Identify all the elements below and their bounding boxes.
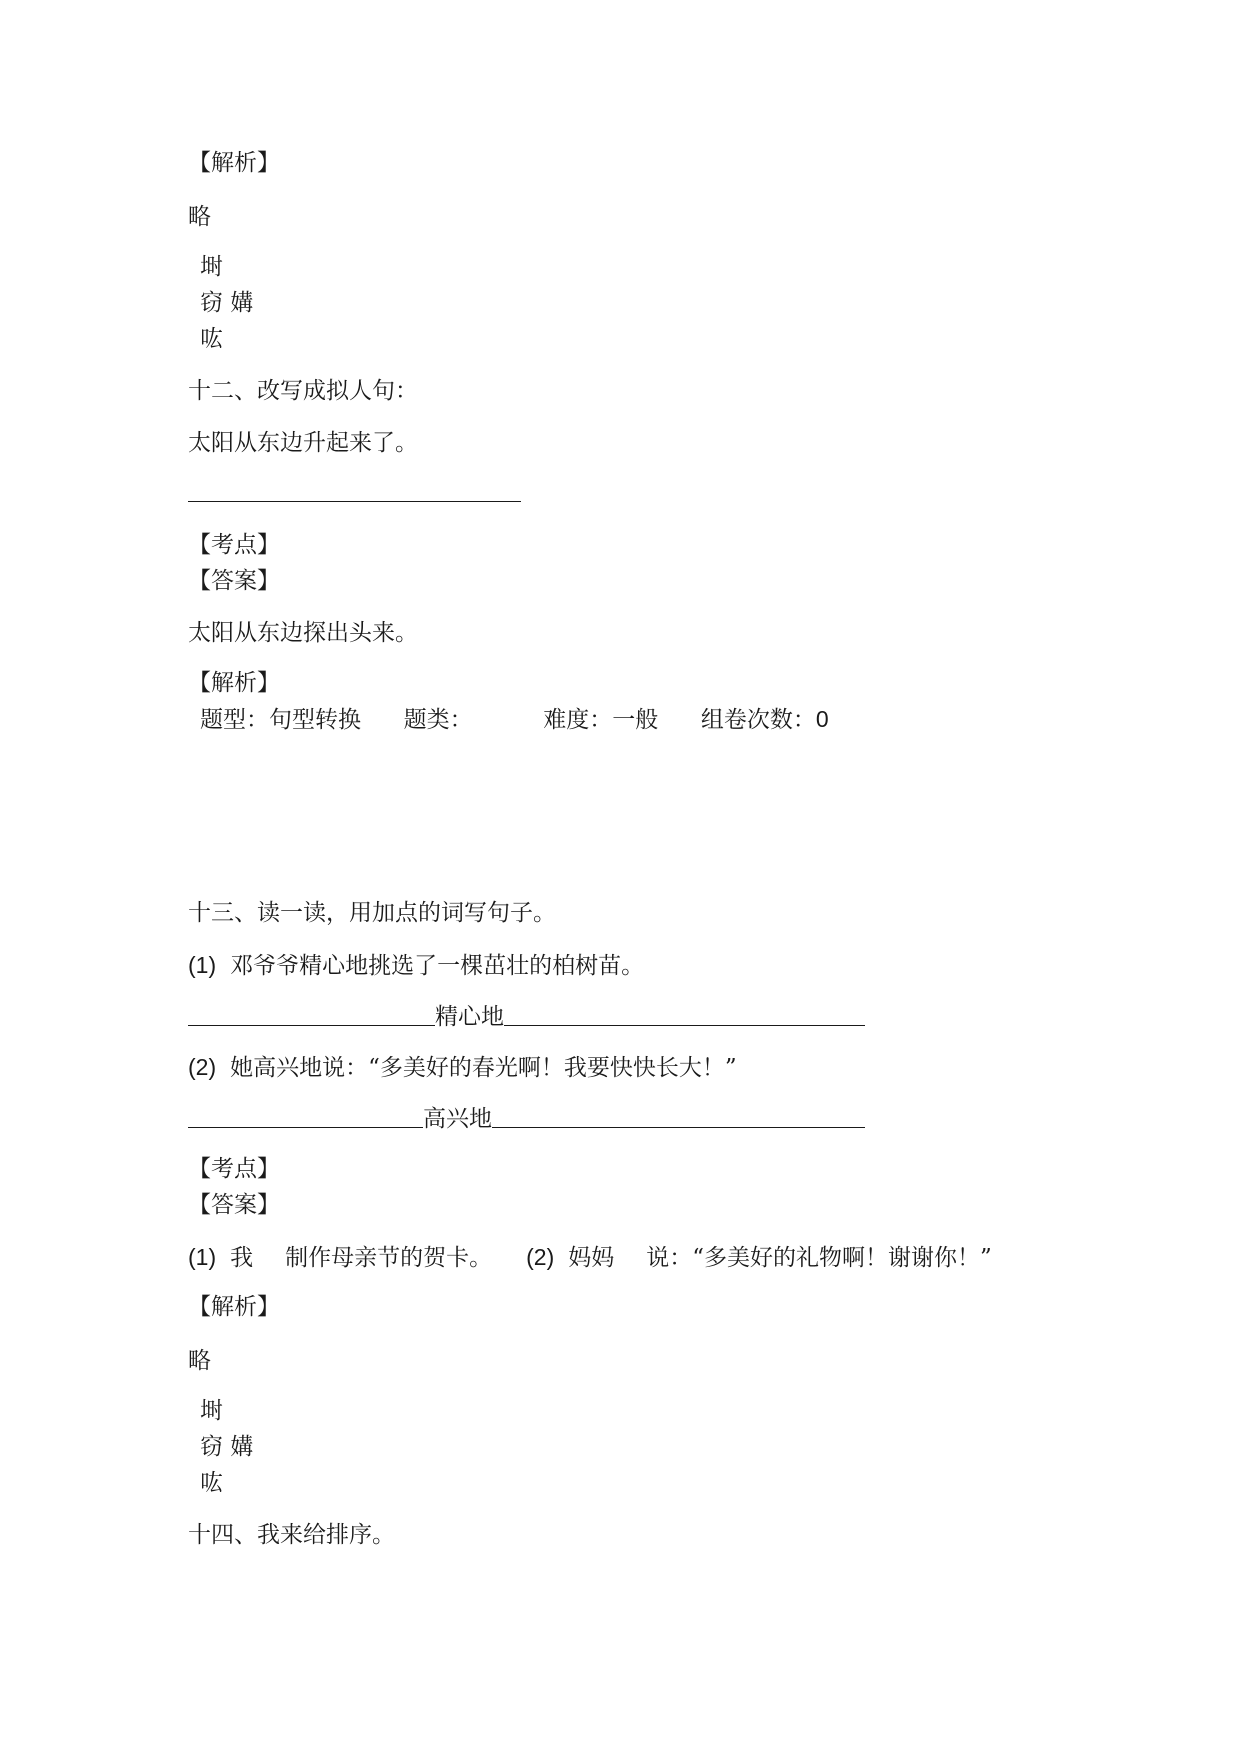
analysis-label: 【解析】: [188, 1294, 280, 1320]
item-number: (1): [188, 952, 217, 978]
fill-blank-row-2: [188, 1104, 865, 1134]
item-number: (2): [188, 1054, 217, 1080]
kaodian-label: 【考点】: [188, 532, 280, 558]
analysis-text: 略: [188, 204, 211, 230]
answer-text: [188, 1242, 992, 1273]
type-label: 题型：: [200, 707, 269, 733]
question-12-title: 十二、改写成拟人句：: [188, 378, 418, 404]
stray-char-line: 窃 媾: [200, 290, 254, 316]
blank-after[interactable]: [504, 1003, 865, 1026]
item-text: 邓爷爷精心地挑选了一棵茁壮的柏树苗。: [230, 953, 645, 979]
analysis-label: 【解析】: [188, 150, 280, 176]
stray-char-line: 窃 媾: [200, 1434, 254, 1460]
answer-label: 【答案】: [188, 1192, 280, 1218]
question-meta: [200, 704, 829, 735]
answer-part: 妈妈: [568, 1245, 615, 1271]
type-value: 句型转换: [269, 707, 361, 733]
analysis-text: 略: [188, 1348, 211, 1374]
stray-char-line: 吰: [200, 1470, 223, 1496]
difficulty-value: 一般: [612, 707, 659, 733]
count-value: 0: [815, 706, 829, 732]
blank-after[interactable]: [492, 1105, 865, 1128]
answer-part: 说：“多美好的礼物啊！谢谢你！”: [646, 1245, 992, 1271]
answer-part: 我: [230, 1245, 254, 1271]
fill-blank-row-1: [188, 1002, 865, 1032]
answer-text: 太阳从东边探出头来。: [188, 620, 418, 646]
question-14-title: 十四、我来给排序。: [188, 1522, 395, 1548]
answer-number: (2): [526, 1244, 555, 1270]
answer-label: 【答案】: [188, 568, 280, 594]
difficulty-label: 难度：: [543, 707, 613, 733]
question-13-item-2: [188, 1052, 737, 1083]
analysis-label: 【解析】: [188, 670, 280, 696]
kaodian-label: 【考点】: [188, 1156, 280, 1182]
question-13-item-1: [188, 950, 644, 981]
category-label: 题类：: [403, 707, 473, 733]
fill-word: 精心地: [435, 1004, 504, 1030]
answer-part: 制作母亲节的贺卡。: [285, 1245, 493, 1271]
stray-char-line: 埘: [200, 254, 223, 280]
question-13-title: 十三、读一读，用加点的词写句子。: [188, 900, 556, 926]
fill-word: 高兴地: [423, 1106, 492, 1132]
answer-blank[interactable]: [188, 478, 521, 508]
answer-number: (1): [188, 1244, 217, 1270]
blank-before[interactable]: [188, 1003, 435, 1026]
count-label: 组卷次数：: [700, 707, 816, 733]
question-12-sentence: 太阳从东边升起来了。: [188, 430, 418, 456]
stray-char-line: 埘: [200, 1398, 223, 1424]
stray-char-line: 吰: [200, 326, 223, 352]
item-text: 她高兴地说：“多美好的春光啊！我要快快长大！”: [230, 1055, 737, 1081]
blank-before[interactable]: [188, 1105, 423, 1128]
